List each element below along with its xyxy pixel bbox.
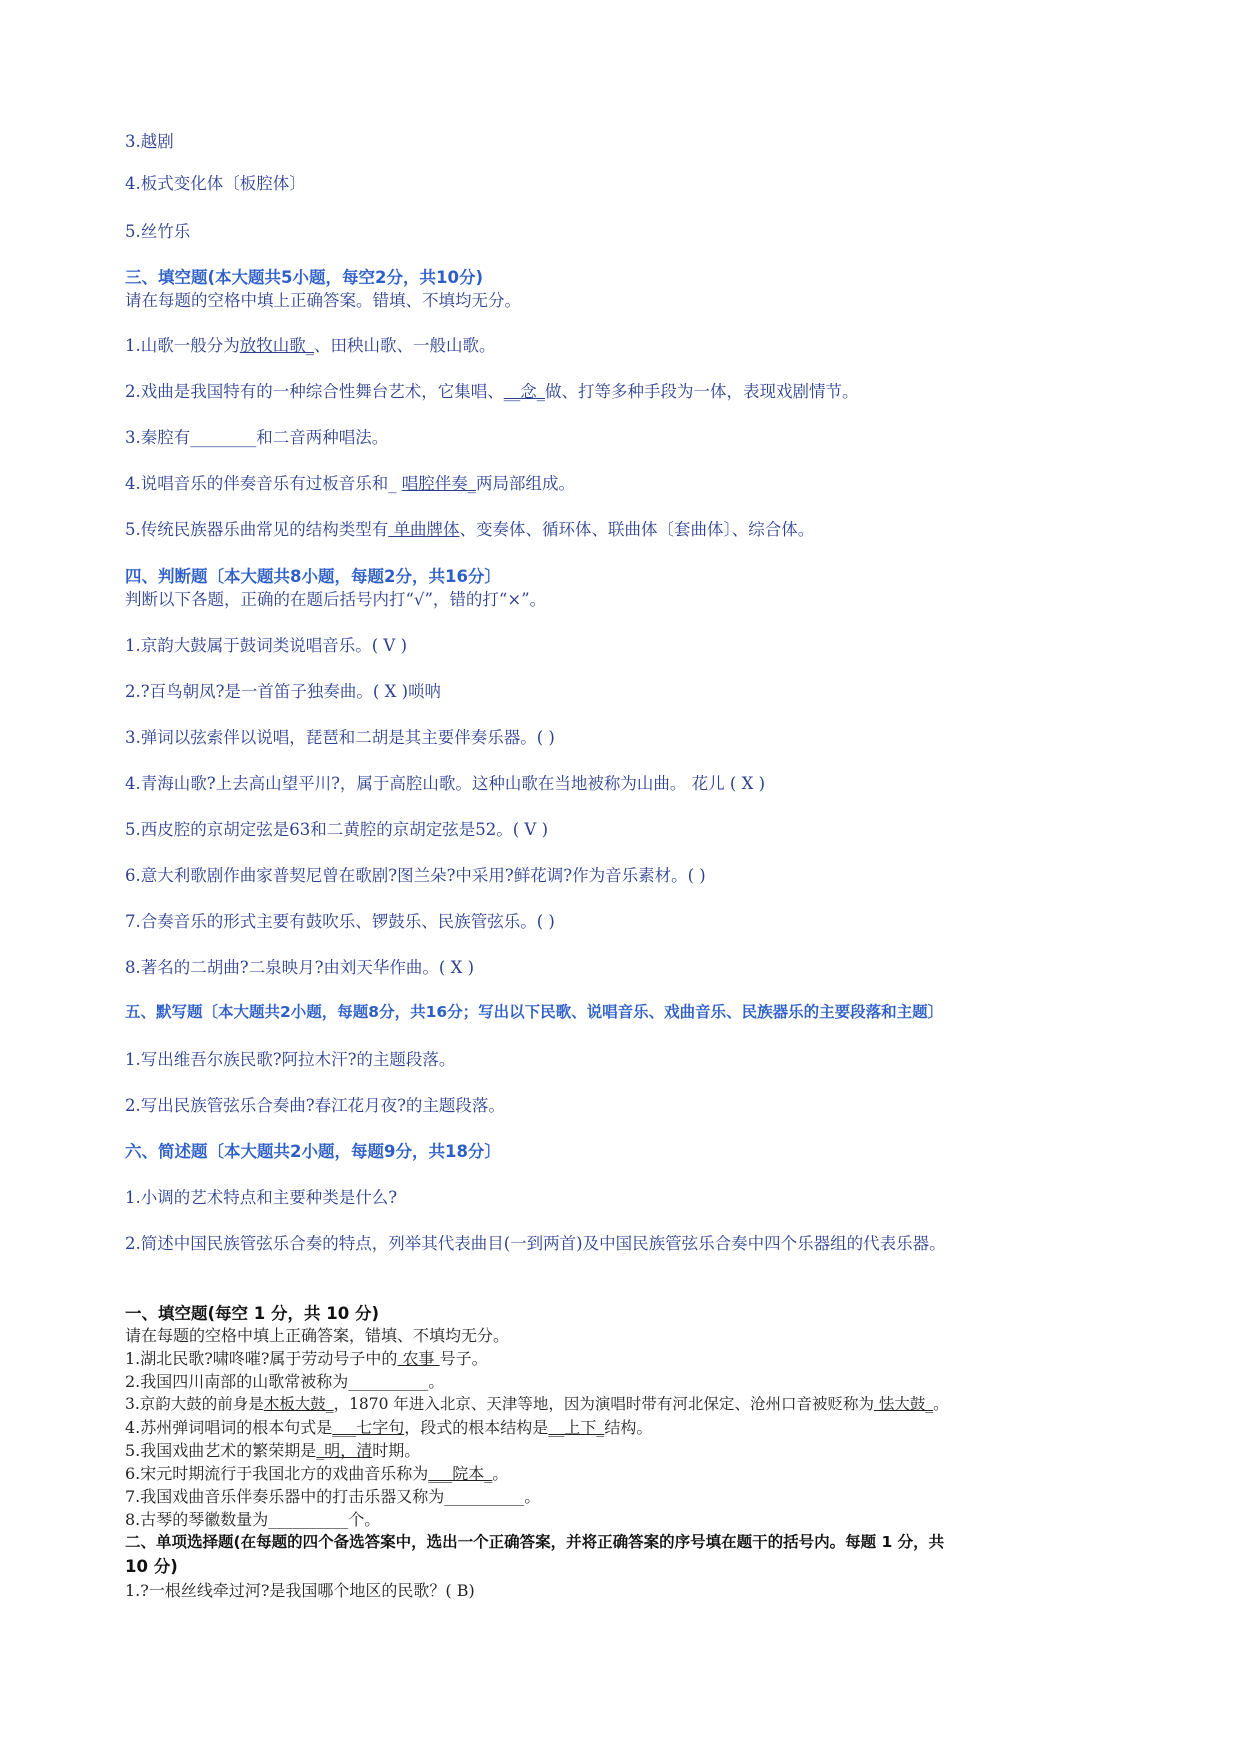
- answer: 怯大鼓_: [873, 1395, 934, 1413]
- sec3-question-2: 2.戏曲是我国特有的一种综合性舞台艺术，它集唱、__念_做、打等多种手段为一体，表现戏剧情节。: [125, 382, 859, 401]
- part2-question-8: 8.古琴的琴徽数量为__________个。: [125, 1510, 381, 1529]
- part2-question-3: 3.京韵大鼓的前身是木板大鼓_，1870 年进入北京、天津等地，因为演唱时带有河北保定、沧州口音被贬称为 怯大鼓_。: [125, 1395, 949, 1413]
- part2-question-4: 4.苏州弹词唱词的根本句式是___七字句，段式的根本结构是__上下_结构。: [125, 1418, 653, 1437]
- section-4-heading: 四、判断题〔本大题共8小题，每题2分，共16分〕: [125, 567, 501, 586]
- top-item-4: 4.板式变化体〔板腔体〕: [125, 174, 306, 193]
- sec6-item-2: 2.简述中国民族管弦乐合奏的特点，列举其代表曲目(一到两首)及中国民族管弦乐合奏中四个乐器组的代表乐器。: [125, 1234, 946, 1253]
- sec3-question-5: 5.传统民族器乐曲常见的结构类型有 单曲牌体、变奏体、循环体、联曲体〔套曲体〕、综合体。: [125, 520, 815, 539]
- section-3-heading: 三、填空题(本大题共5小题，每空2分，共10分): [125, 268, 484, 287]
- answer: ___院本_: [428, 1464, 493, 1483]
- sec3-question-3: 3.秦腔有________和二音两种唱法。: [125, 428, 389, 447]
- top-item-3: 3.越剧: [125, 132, 174, 151]
- sec5-item-1: 1.写出维吾尔族民歌?阿拉木汗?的主题段落。: [125, 1050, 456, 1069]
- sec4-item-6: 6.意大利歌剧作曲家普契尼曾在歌剧?图兰朵?中采用?鲜花调?作为音乐素材。( ): [125, 866, 706, 885]
- section-5-heading: 五、默写题〔本大题共2小题，每题8分，共16分；写出以下民歌、说唱音乐、戏曲音乐、民族器乐的主要段落和主题〕: [125, 1003, 944, 1021]
- part2-choice-question-1: 1.?一根丝线牵过河?是我国哪个地区的民歌？( B): [125, 1581, 475, 1600]
- part2-question-1: 1.湖北民歌?啸咚嗺?属于劳动号子中的 农事 号子。: [125, 1349, 488, 1368]
- part2-question-6: 6.宋元时期流行于我国北方的戏曲音乐称为___院本_。: [125, 1464, 509, 1483]
- sec6-item-1: 1.小调的艺术特点和主要种类是什么?: [125, 1188, 398, 1207]
- part2-question-2: 2.我国四川南部的山歌常被称为__________。: [125, 1372, 445, 1391]
- sec4-item-8: 8.著名的二胡曲?二泉映月?由刘天华作曲。( X ): [125, 958, 475, 977]
- answer: 唱腔伴奏_: [401, 474, 476, 493]
- answer: 农事: [397, 1349, 440, 1368]
- sec4-item-3: 3.弹词以弦索伴以说唱，琵琶和二胡是其主要伴奏乐器。( ): [125, 728, 555, 747]
- part2-heading-2-cont: 10 分): [125, 1557, 178, 1576]
- section-6-heading: 六、简述题〔本大题共2小题，每题9分，共18分〕: [125, 1142, 501, 1161]
- part2-heading-2: 二、单项选择题(在每题的四个备选答案中，选出一个正确答案，并将正确答案的序号填在题干的括号内。每题 1 分，共: [125, 1533, 945, 1551]
- sec4-item-2: 2.?百鸟朝凤?是一首笛子独奏曲。( X )唢呐: [125, 682, 442, 701]
- answer: 放牧山歌_: [239, 336, 314, 355]
- answer: _明，清: [316, 1441, 373, 1460]
- answer: __念_: [503, 382, 545, 401]
- part2-instruction: 请在每题的空格中填上正确答案，错填、不填均无分。: [125, 1326, 510, 1345]
- answer: 单曲牌体: [388, 520, 460, 539]
- sec4-item-5: 5.西皮腔的京胡定弦是63和二黄腔的京胡定弦是52。( V ): [125, 820, 549, 839]
- answer: __上下_: [548, 1418, 605, 1437]
- sec4-item-1: 1.京韵大鼓属于鼓词类说唱音乐。( V ): [125, 636, 408, 655]
- part2-heading: 一、填空题(每空 1 分，共 10 分): [125, 1304, 380, 1323]
- sec5-item-2: 2.写出民族管弦乐合奏曲?春江花月夜?的主题段落。: [125, 1096, 505, 1115]
- sec3-question-4: 4.说唱音乐的伴奏音乐有过板音乐和_ 唱腔伴奏_两局部组成。: [125, 474, 575, 493]
- part2-question-7: 7.我国戏曲音乐伴奏乐器中的打击乐器又称为__________。: [125, 1487, 541, 1506]
- sec3-question-1: 1.山歌一般分为放牧山歌_、田秧山歌、一般山歌。: [125, 336, 496, 355]
- part2-question-5: 5.我国戏曲艺术的繁荣期是_明，清时期。: [125, 1441, 421, 1460]
- section-3-instruction: 请在每题的空格中填上正确答案。错填、不填均无分。: [125, 291, 521, 310]
- answer: 木板大鼓_: [263, 1395, 334, 1413]
- top-item-5: 5.丝竹乐: [125, 222, 191, 241]
- answer: ___七字句: [332, 1418, 405, 1437]
- sec4-item-4: 4.青海山歌?上去高山望平川?，属于高腔山歌。这种山歌在当地被称为山曲。 花儿 ( X ): [125, 774, 766, 793]
- section-4-instruction: 判断以下各题，正确的在题后括号内打“√”，错的打“×”。: [125, 590, 547, 609]
- sec4-item-7: 7.合奏音乐的形式主要有鼓吹乐、锣鼓乐、民族管弦乐。( ): [125, 912, 555, 931]
